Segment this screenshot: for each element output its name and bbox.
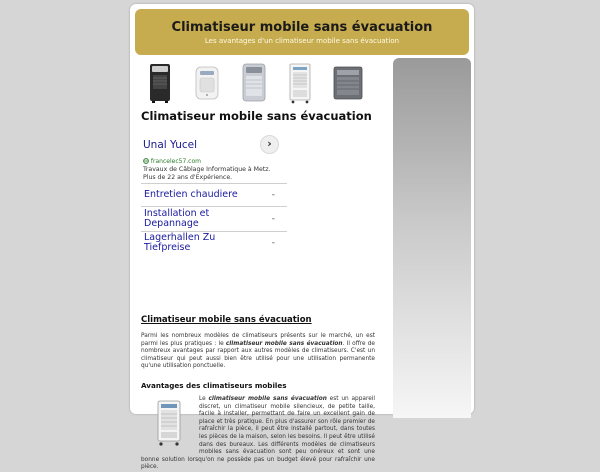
ad-url[interactable] (143, 158, 201, 165)
sidebar (393, 58, 471, 418)
air-cooler-product-image (151, 398, 187, 448)
ad-description-line: Travaux de Câblage Informatique à Metz. (143, 166, 271, 173)
ad-description-line: Plus de 22 ans d'Expérience. (143, 174, 233, 181)
paragraph-text: est un appareil discret, un climatiseur mobile silencieux, de petite taille, facile à installer, permettant de faire un excellent gain de place et très pratique. En plus d'assurer son rôle premier de rafraîchir la pièce, il peut être installé partout, dans toutes les pièces de la maison, selon les besoins. Il peut être utilisé dans des bureaux. Les différents modèles de climatiseurs mobiles sans évacuation sont peu onéreux et sont une bonne solution lorsqu'on ne possède pas un budget élevé pour rafraîchir une pièce. (141, 396, 375, 471)
ad-link-list (141, 183, 287, 254)
site-header (135, 9, 469, 55)
page-title: Climatiseur mobile sans évacuation (141, 109, 372, 123)
grey-portable-ac-icon[interactable] (331, 62, 365, 104)
page-container (130, 4, 474, 471)
emphasis-text: climatiseur mobile sans évacuation (208, 396, 327, 402)
ad-url-text: francelec57.com (150, 158, 201, 165)
white-portable-ac-icon[interactable] (193, 62, 221, 104)
black-portable-ac-icon[interactable] (146, 62, 174, 104)
product-gallery (141, 62, 379, 106)
ad-link-marker: - (271, 238, 275, 248)
article-paragraph-2 (141, 396, 375, 472)
main-content (141, 62, 379, 471)
ad-link-item[interactable] (141, 206, 287, 231)
ad-link-marker: - (271, 214, 275, 224)
ad-advertiser-name[interactable]: Unal Yucel (143, 139, 198, 151)
ad-link-label[interactable]: Lagerhallen Zu Tiefpreise (144, 232, 216, 253)
emphasis-text: climatiseur mobile sans évacuation (225, 340, 343, 347)
ad-link-label[interactable]: Entretien chaudiere (144, 189, 238, 200)
site-title[interactable]: Climatiseur mobile sans évacuation (171, 20, 433, 35)
paragraph-text: Parmi les nombreux modèles de climatiseurs présents sur le marché, un est parmi les plus pratiques : le (141, 333, 375, 347)
ad-description (143, 166, 283, 182)
paragraph-text: Le (199, 396, 209, 402)
ad-link-item[interactable] (141, 183, 287, 206)
paragraph-text: . Il offre de nombreux avantages par rapport aux autres modèles de climatiseurs. C'est un climatiseur qui peut aussi bien être utilisé pour une utilisation permanente qu'une utilisation ponctuelle. (141, 340, 375, 370)
ad-link-marker: - (271, 190, 275, 200)
evaporative-cooler-icon[interactable] (286, 62, 314, 104)
article-heading: Climatiseur mobile sans évacuation (141, 315, 312, 325)
globe-icon (143, 158, 149, 164)
site-tagline: Les avantages d'un climatiseur mobile sans évacuation (204, 37, 400, 45)
ad-link-item[interactable] (141, 231, 287, 254)
ad-next-arrow-icon[interactable]: › (260, 135, 279, 154)
ad-link-label[interactable]: Installation et Depannage (144, 208, 210, 229)
article-paragraph (141, 333, 375, 371)
article-subheading: Avantages des climatiseurs mobiles (141, 381, 287, 390)
silver-portable-ac-icon[interactable] (239, 62, 269, 104)
